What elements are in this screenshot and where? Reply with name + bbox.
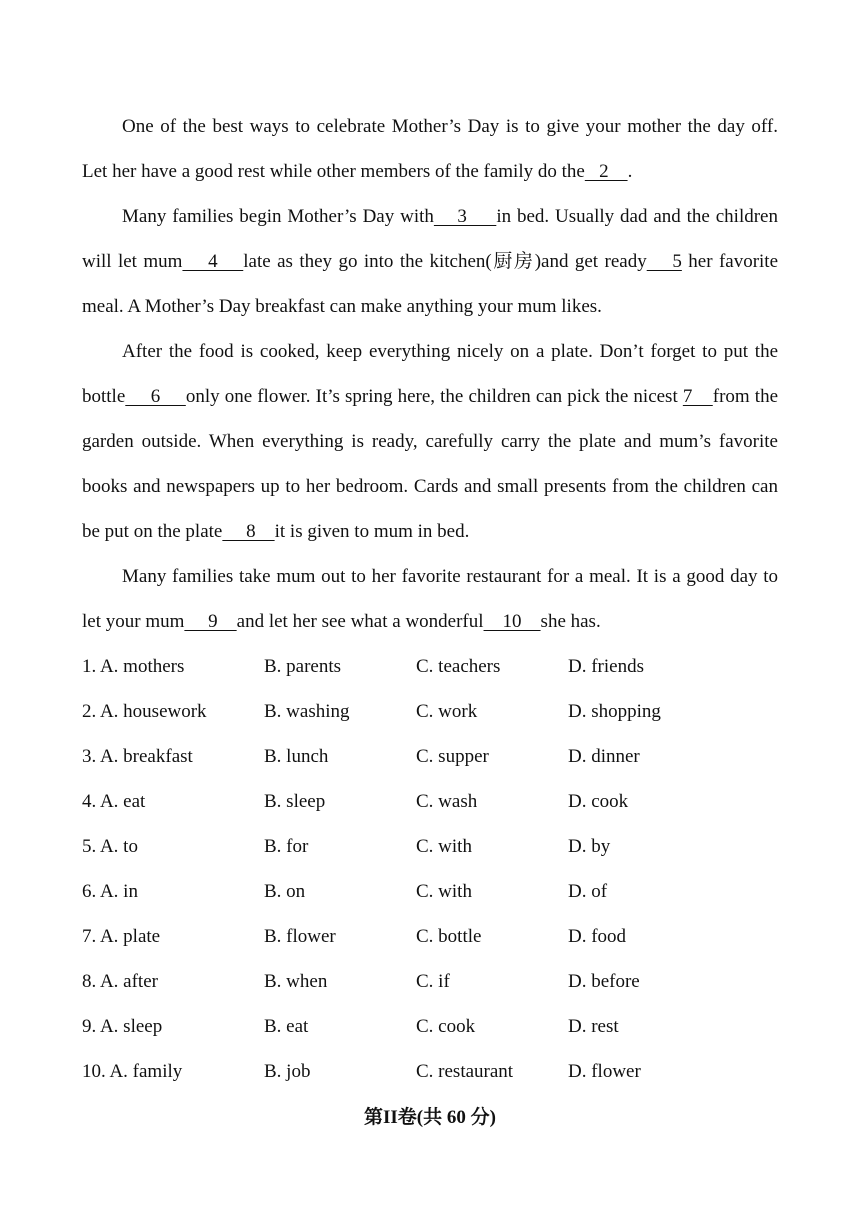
- option-d: D. friends: [568, 655, 644, 677]
- passage-text: .: [627, 161, 633, 182]
- question-options-row: [82, 914, 778, 959]
- option-a: 8. A. after: [82, 970, 158, 992]
- question-options-row: [82, 644, 778, 689]
- answer-blank: 10: [483, 611, 541, 632]
- option-a: 2. A. housework: [82, 700, 207, 722]
- passage-text: and let her see what a wonderful: [236, 611, 484, 632]
- option-b: B. washing: [264, 700, 350, 722]
- answer-blank: 3: [433, 206, 497, 227]
- option-c: C. work: [416, 700, 478, 722]
- question-options-row: [82, 824, 778, 869]
- option-c: C. restaurant: [416, 1060, 514, 1082]
- passage-text: from the garden outside. When everything is ready, carefully carry the plate and mum’s favorite books and newspapers up to her bedroom. Cards and small presents from the children can be put on the plate: [82, 386, 779, 542]
- passage-text: Many families begin Mother’s Day with: [122, 206, 434, 227]
- answer-blank: 7: [682, 386, 713, 407]
- option-d: D. by: [568, 835, 611, 857]
- question-options-row: [82, 779, 778, 824]
- cloze-passage: [82, 104, 778, 644]
- option-b: B. job: [264, 1060, 311, 1082]
- option-c: C. if: [416, 970, 450, 992]
- option-a: 1. A. mothers: [82, 655, 185, 677]
- options-list: [82, 644, 778, 1094]
- option-c: C. with: [416, 880, 472, 902]
- option-a: 5. A. to: [82, 835, 138, 857]
- option-b: B. parents: [264, 655, 342, 677]
- option-d: D. flower: [568, 1060, 641, 1082]
- answer-blank: 2: [584, 161, 628, 182]
- question-options-row: [82, 1049, 778, 1094]
- paragraph: [82, 329, 778, 554]
- option-d: D. rest: [568, 1015, 619, 1037]
- option-b: B. for: [264, 835, 309, 857]
- option-c: C. bottle: [416, 925, 482, 947]
- passage-text: Many families take mum out to her favorite restaurant for a meal. It is a good day to let your mum: [82, 566, 778, 632]
- passage-text: she has.: [540, 611, 601, 632]
- passage-text: in bed. Usually dad and the children will let mum: [82, 206, 778, 272]
- answer-blank: 9: [184, 611, 237, 632]
- passage-text: only one flower. It’s spring here, the children can pick the nicest: [185, 386, 683, 407]
- paragraph: [82, 194, 778, 329]
- answer-blank: 4: [182, 251, 244, 272]
- question-options-row: [82, 959, 778, 1004]
- option-b: B. when: [264, 970, 328, 992]
- answer-blank: 5: [646, 251, 682, 272]
- passage-text: One of the best ways to celebrate Mother’s Day is to give your mother the day off. Let her have a good rest while other members of the family do the: [82, 116, 778, 182]
- question-options-row: [82, 689, 778, 734]
- option-d: D. shopping: [568, 700, 661, 722]
- document-page: [82, 104, 778, 1094]
- option-a: 7. A. plate: [82, 925, 161, 947]
- passage-text: her favorite meal. A Mother’s Day breakfast can make anything your mum likes.: [82, 251, 779, 317]
- option-c: C. teachers: [416, 655, 501, 677]
- option-b: B. on: [264, 880, 306, 902]
- option-b: B. flower: [264, 925, 336, 947]
- question-options-row: [82, 869, 778, 914]
- question-options-row: [82, 734, 778, 779]
- passage-text: After the food is cooked, keep everything nicely on a plate. Don’t forget to put the bottle: [82, 341, 778, 407]
- answer-blank: 6: [125, 386, 186, 407]
- option-c: C. cook: [416, 1015, 476, 1037]
- option-a: 9. A. sleep: [82, 1015, 163, 1037]
- option-a: 10. A. family: [82, 1060, 183, 1082]
- answer-blank: 8: [222, 521, 275, 542]
- option-a: 4. A. eat: [82, 790, 146, 812]
- option-b: B. eat: [264, 1015, 309, 1037]
- option-a: 6. A. in: [82, 880, 138, 902]
- question-options-row: [82, 1004, 778, 1049]
- option-d: D. before: [568, 970, 640, 992]
- option-c: C. with: [416, 835, 472, 857]
- paragraph: [82, 104, 778, 194]
- option-c: C. wash: [416, 790, 478, 812]
- option-a: 3. A. breakfast: [82, 745, 193, 767]
- option-d: D. cook: [568, 790, 629, 812]
- option-d: D. dinner: [568, 745, 640, 767]
- option-b: B. sleep: [264, 790, 326, 812]
- paragraph: [82, 554, 778, 644]
- passage-text: it is given to mum in bed.: [274, 521, 470, 542]
- section-heading: 第II卷(共 60 分): [364, 1107, 496, 1128]
- option-c: C. supper: [416, 745, 489, 767]
- option-d: D. food: [568, 925, 627, 947]
- option-b: B. lunch: [264, 745, 329, 767]
- passage-text: late as they go into the kitchen(厨房)and get ready: [243, 251, 647, 272]
- option-d: D. of: [568, 880, 608, 902]
